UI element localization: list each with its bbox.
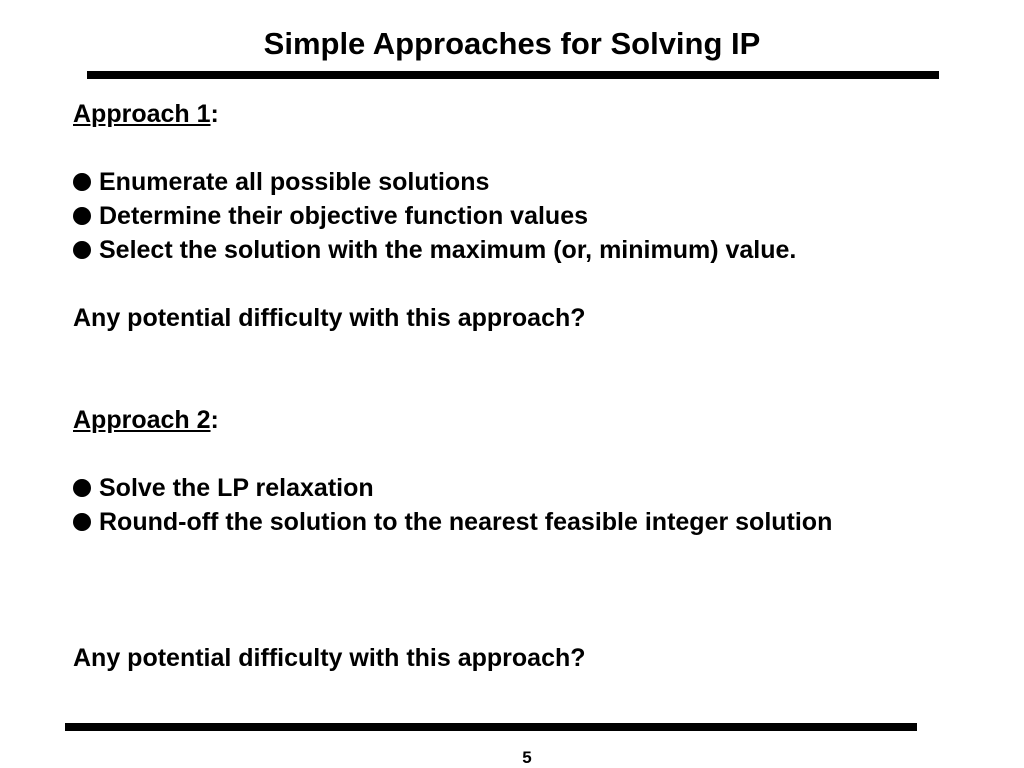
bullet-text: Enumerate all possible solutions xyxy=(99,168,490,196)
bullet-icon xyxy=(73,479,91,497)
bullet-item xyxy=(73,199,973,233)
spacer xyxy=(73,573,973,607)
bullet-icon xyxy=(73,207,91,225)
approach2-colon: : xyxy=(210,406,219,434)
approach2-question: Any potential difficulty with this approach? xyxy=(73,644,586,672)
bullet-text: Solve the LP relaxation xyxy=(99,474,374,502)
bullet-text: Round-off the solution to the nearest feasible integer solution xyxy=(99,508,833,536)
bullet-icon xyxy=(73,173,91,191)
approach2-heading xyxy=(73,403,973,437)
slide-content xyxy=(73,97,973,675)
spacer xyxy=(73,369,973,403)
bullet-item xyxy=(73,471,973,505)
bullet-item xyxy=(73,505,973,573)
spacer xyxy=(73,437,973,471)
approach1-colon: : xyxy=(210,100,219,128)
bullet-icon xyxy=(73,513,91,531)
approach2-label: Approach 2 xyxy=(73,406,211,434)
page-number: 5 xyxy=(522,748,532,767)
bullet-icon xyxy=(73,241,91,259)
bullet-item xyxy=(73,233,973,267)
approach1-question: Any potential difficulty with this approach? xyxy=(73,304,586,332)
approach1-heading xyxy=(73,97,973,131)
bullet-item xyxy=(73,165,973,199)
spacer xyxy=(73,607,973,641)
bullet-text: Select the solution with the maximum (or, minimum) value. xyxy=(99,236,797,264)
spacer xyxy=(73,335,973,369)
top-rule xyxy=(87,71,939,79)
bullet-text: Determine their objective function values xyxy=(99,202,589,230)
spacer xyxy=(73,267,973,301)
slide-title: Simple Approaches for Solving IP xyxy=(263,26,761,61)
approach1-label: Approach 1 xyxy=(73,100,211,128)
spacer xyxy=(73,131,973,165)
bottom-rule xyxy=(65,723,917,731)
